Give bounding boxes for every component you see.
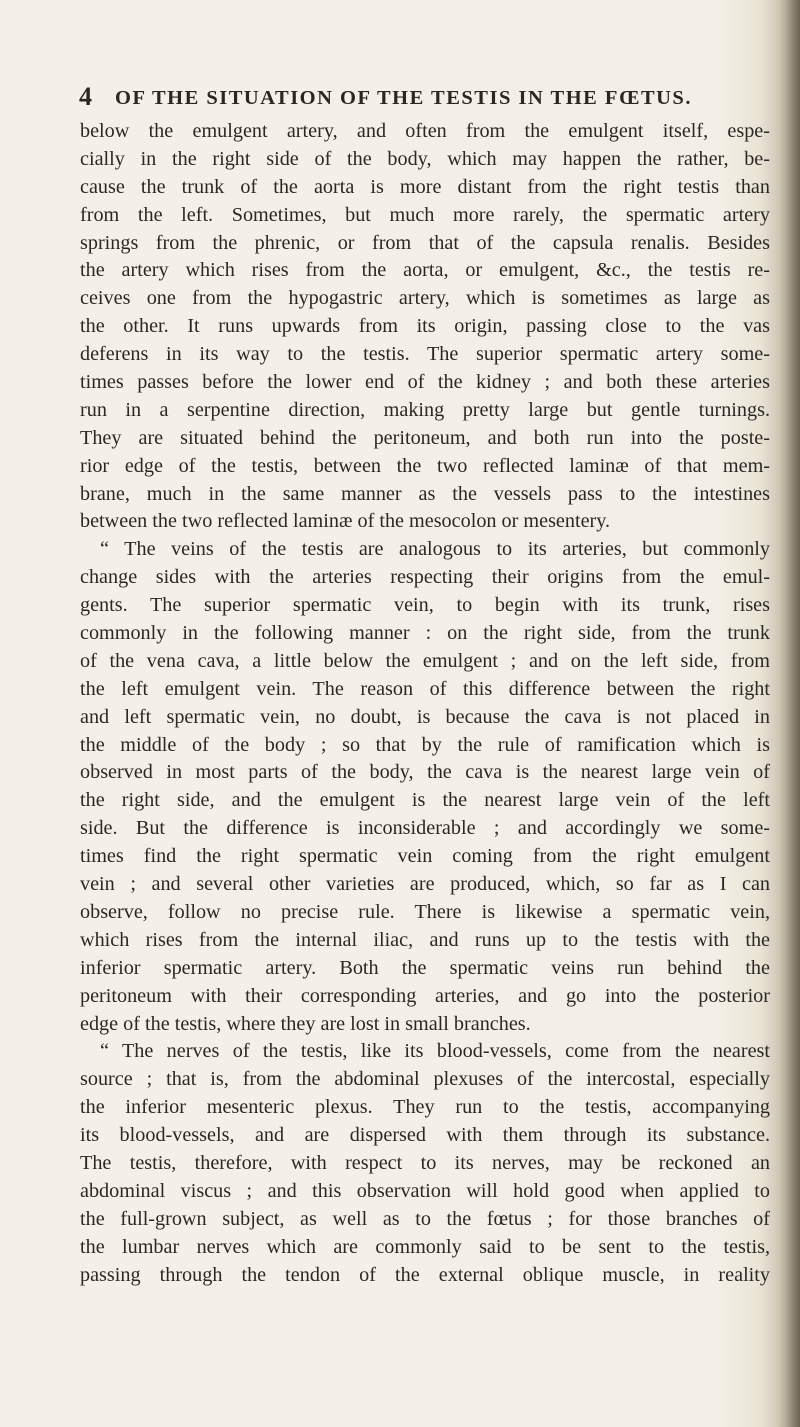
text-line: below the emulgent artery, and often from the emulgent itself, espe- xyxy=(80,120,770,142)
text-line: “ The veins of the testis are analogous to its arteries, but commonly xyxy=(100,538,770,561)
text-line: the middle of the body ; so that by the rule of ramification which is xyxy=(80,733,770,756)
text-line: vein ; and several other varieties are produced, which, so far as I can xyxy=(80,873,770,896)
text-line: which rises from the internal iliac, and runs up to the testis with the xyxy=(80,928,770,951)
text-line: rior edge of the testis, between the two reflected laminæ of that mem- xyxy=(80,454,770,477)
text-line: cause the trunk of the aorta is more distant from the right testis than xyxy=(80,175,770,198)
text-line: its blood-vessels, and are dispersed with them through its substance. xyxy=(80,1124,770,1147)
page-number: 4 xyxy=(79,82,92,111)
text-line: run in a serpentine direction, making pretty large but gentle turnings. xyxy=(80,398,770,421)
text-line: change sides with the arteries respecting their origins from the emul- xyxy=(80,566,770,589)
text-line: and left spermatic vein, no doubt, is because the cava is not placed in xyxy=(80,705,770,728)
text-line: brane, much in the same manner as the vessels pass to the intestines xyxy=(80,482,770,505)
running-head: OF THE SITUATION OF THE TESTIS IN THE FŒTUS. xyxy=(115,87,692,109)
text-line: the other. It runs upwards from its origin, passing close to the vas xyxy=(80,315,770,338)
text-line: abdominal viscus ; and this observation will hold good when applied to xyxy=(80,1179,770,1202)
text-line: the full-grown subject, as well as to the fœtus ; for those branches of xyxy=(80,1207,770,1230)
text-line: They are situated behind the peritoneum, and both run into the poste- xyxy=(80,426,770,449)
text-line: times find the right spermatic vein coming from the right emulgent xyxy=(80,845,770,868)
text-line: deferens in its way to the testis. The superior spermatic artery some- xyxy=(80,343,770,366)
text-line: between the two reflected laminæ of the mesocolon or mesentery. xyxy=(80,510,611,533)
text-line: times passes before the lower end of the kidney ; and both these arteries xyxy=(80,371,770,394)
text-line: the artery which rises from the aorta, or emulgent, &c., the testis re- xyxy=(80,259,770,282)
text-line: the lumbar nerves which are commonly said to be sent to the testis, xyxy=(80,1235,770,1258)
text-line: commonly in the following manner : on the right side, from the trunk xyxy=(80,622,770,645)
text-line: gents. The superior spermatic vein, to begin with its trunk, rises xyxy=(80,594,770,617)
text-line: ceives one from the hypogastric artery, which is sometimes as large as xyxy=(80,287,770,310)
text-line: observe, follow no precise rule. There is likewise a spermatic vein, xyxy=(80,900,770,923)
text-line: springs from the phrenic, or from that of the capsula renalis. Besides xyxy=(80,231,770,254)
text-line: side. But the difference is inconsiderable ; and accordingly we some- xyxy=(80,817,770,840)
text-line: edge of the testis, where they are lost in small branches. xyxy=(80,1012,531,1035)
text-line: cially in the right side of the body, which may happen the rather, be- xyxy=(80,147,770,170)
page-header xyxy=(79,82,739,112)
text-line: observed in most parts of the body, the cava is the nearest large vein of xyxy=(80,761,770,784)
text-line: from the left. Sometimes, but much more rarely, the spermatic artery xyxy=(80,203,770,226)
body-text xyxy=(80,118,770,1289)
text-line: the inferior mesenteric plexus. They run to the testis, accompanying xyxy=(80,1096,770,1119)
text-line: The testis, therefore, with respect to its nerves, may be reckoned an xyxy=(80,1151,770,1174)
text-line: source ; that is, from the abdominal plexuses of the intercostal, especially xyxy=(80,1068,770,1091)
text-line: inferior spermatic artery. Both the spermatic veins run behind the xyxy=(80,956,770,979)
text-line: the left emulgent vein. The reason of this difference between the right xyxy=(80,677,770,700)
page-edge-shadow xyxy=(778,0,800,1427)
text-line: the right side, and the emulgent is the nearest large vein of the left xyxy=(80,789,770,812)
text-line: of the vena cava, a little below the emulgent ; and on the left side, from xyxy=(80,649,770,672)
text-line: “ The nerves of the testis, like its blood-vessels, come from the nearest xyxy=(100,1040,770,1063)
text-line: passing through the tendon of the external oblique muscle, in reality xyxy=(80,1263,770,1286)
text-line: peritoneum with their corresponding arteries, and go into the posterior xyxy=(80,984,770,1007)
